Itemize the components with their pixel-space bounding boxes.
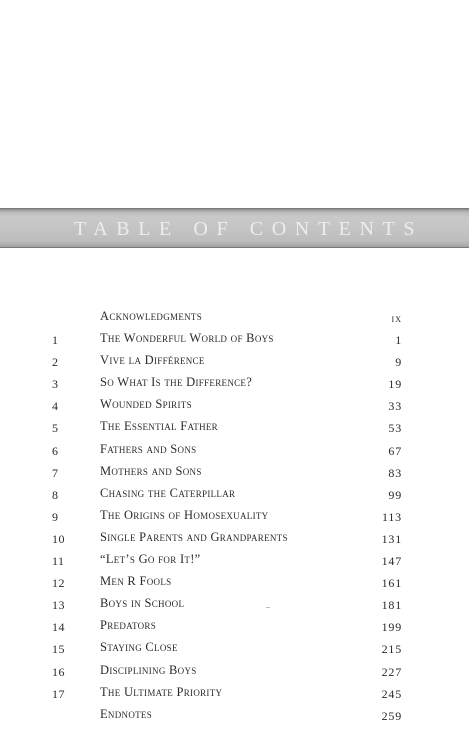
page-number: 161 xyxy=(381,576,402,591)
chapter-number: 14 xyxy=(52,620,65,635)
toc-row xyxy=(0,707,469,729)
page-number: ix xyxy=(391,311,402,325)
toc-row xyxy=(0,530,469,552)
chapter-title: Boys in School xyxy=(100,596,185,611)
page-number: 227 xyxy=(381,664,402,679)
page-number: 9 xyxy=(395,355,402,370)
chapter-title: Fathers and Sons xyxy=(100,441,197,456)
chapter-number: 11 xyxy=(52,554,65,569)
chapter-number: 1 xyxy=(52,333,59,348)
toc-row xyxy=(0,464,469,486)
chapter-title: Vive la Différence xyxy=(100,353,205,368)
toc-row xyxy=(0,397,469,419)
page-number: 131 xyxy=(381,531,402,546)
chapter-title: The Wonderful World of Boys xyxy=(100,331,274,346)
chapter-title: Mothers and Sons xyxy=(100,463,202,478)
chapter-title: “Let’s Go for It!” xyxy=(100,552,201,567)
toc-row xyxy=(0,574,469,596)
chapter-number: 5 xyxy=(52,421,59,436)
toc-row xyxy=(0,618,469,640)
chapter-title: Acknowledgments xyxy=(100,309,203,323)
page-number: 181 xyxy=(381,598,402,613)
page-number: 259 xyxy=(381,708,402,723)
chapter-title: Staying Close xyxy=(100,640,178,655)
page-number: 113 xyxy=(382,509,402,524)
toc-row xyxy=(0,596,469,618)
chapter-title: So What Is the Difference? xyxy=(100,375,253,390)
chapter-number: 17 xyxy=(52,686,65,701)
chapter-number: 13 xyxy=(52,598,65,613)
page-number: 99 xyxy=(388,487,402,502)
page-number: 33 xyxy=(388,399,402,414)
chapter-number: 3 xyxy=(52,377,59,392)
chapter-title: Chasing the Caterpillar xyxy=(100,485,236,500)
chapter-title: Wounded Spirits xyxy=(100,397,192,412)
chapter-title: The Origins of Homosexuality xyxy=(100,507,269,522)
page-number: 83 xyxy=(388,465,402,480)
chapter-number: 7 xyxy=(52,465,59,480)
toc-row xyxy=(0,685,469,707)
toc-row xyxy=(0,331,469,353)
page-number: 199 xyxy=(381,620,402,635)
toc-row xyxy=(0,552,469,574)
chapter-number: 12 xyxy=(52,576,65,591)
chapter-title: The Essential Father xyxy=(100,419,218,434)
chapter-title: Endnotes xyxy=(100,706,153,721)
chapter-title: Predators xyxy=(100,618,156,633)
toc-row xyxy=(0,640,469,662)
chapter-title: Single Parents and Grandparents xyxy=(100,529,288,544)
page-number: 67 xyxy=(388,443,402,458)
toc-row xyxy=(0,353,469,375)
page-title: TABLE OF CONTENTS xyxy=(74,218,424,240)
chapter-title: Disciplining Boys xyxy=(100,662,197,677)
toc-row xyxy=(0,508,469,530)
chapter-number: 15 xyxy=(52,642,65,657)
chapter-number: 8 xyxy=(52,487,59,502)
header-banner xyxy=(0,208,469,248)
chapter-number: 16 xyxy=(52,664,65,679)
chapter-number: 2 xyxy=(52,355,59,370)
chapter-number: 9 xyxy=(52,509,59,524)
chapter-title: The Ultimate Priority xyxy=(100,684,223,699)
toc-row xyxy=(0,442,469,464)
chapter-number: 6 xyxy=(52,443,59,458)
page-number: 215 xyxy=(381,642,402,657)
page-number: 19 xyxy=(388,377,402,392)
table-of-contents xyxy=(0,309,469,729)
toc-row xyxy=(0,486,469,508)
page-number: 245 xyxy=(381,686,402,701)
page-number: 53 xyxy=(388,421,402,436)
chapter-number: 10 xyxy=(52,531,65,546)
chapter-number: 4 xyxy=(52,399,59,414)
scan-smudge xyxy=(266,607,270,608)
toc-row xyxy=(0,663,469,685)
toc-row xyxy=(0,419,469,441)
page-number: 147 xyxy=(381,554,402,569)
page-number: 1 xyxy=(395,333,402,348)
chapter-title: Men R Fools xyxy=(100,574,172,589)
toc-row xyxy=(0,309,469,331)
toc-row xyxy=(0,375,469,397)
